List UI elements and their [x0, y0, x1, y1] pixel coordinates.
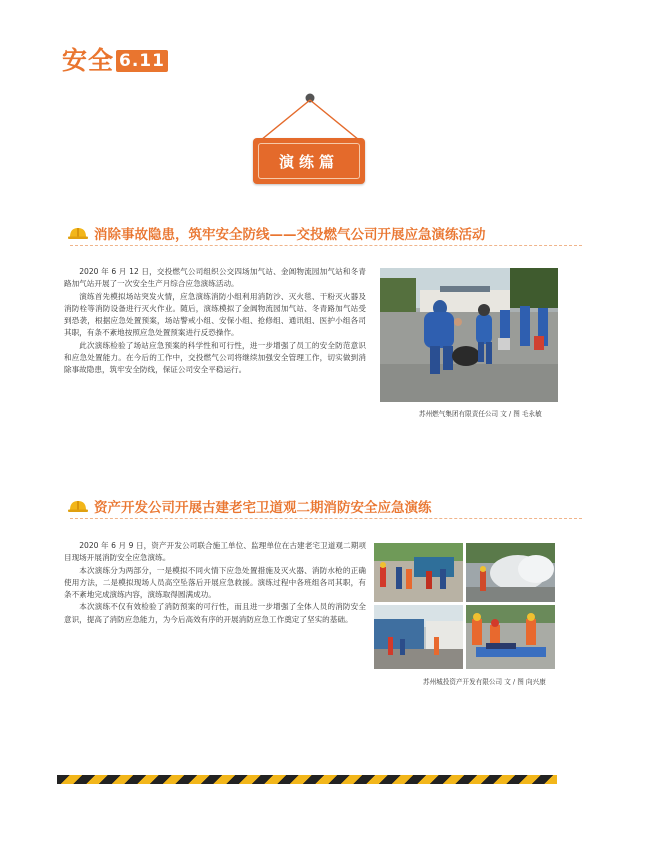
sign-label: 演练篇: [258, 143, 360, 179]
hazard-stripe: [57, 775, 557, 784]
paragraph: 此次演练检验了场站应急预案的科学性和可行性，进一步增强了员工的安全防范意识和应急处置能力。在今后的工作中，交投燃气公司将继续加强安全管理工作，切实做到消除事故隐患，筑牢安全防线，保证公司安全平稳运行。: [64, 340, 366, 375]
paragraph: 演练首先模拟场站突发火情，应急演练消防小组利用消防沙、灭火毯、干粉灭火器及消防栓等消防设备进行灭火作业。随后，演练模拟了金阊物流园加气站、冬青路加气站受到恐袭，根据应急处置预案，场站警戒小组、安保小组、抢修组、通讯组、医护小组各司其职，有条不紊地按照应急处置预案进行反恐操作。: [64, 291, 366, 338]
magazine-logo: [62, 44, 168, 78]
drill-photo-2b: [466, 543, 555, 602]
hard-hat-icon: [68, 226, 88, 240]
site-crowd-photo: [374, 605, 463, 669]
sign-strings: [250, 92, 370, 142]
paragraph: 2020 年 6 月 12 日，交投燃气公司组织公交四场加气站、金阊物流园加气站和冬青路加气站开展了一次安全生产月综合应急演练活动。: [64, 267, 366, 289]
logo-text: 安全: [62, 46, 115, 75]
section2-title: 资产开发公司开展古建老宅卫道观二期消防安全应急演练: [94, 500, 432, 516]
section2-heading: [68, 495, 432, 517]
drill-photo-2a: [374, 543, 463, 602]
drill-photo-2c: [374, 605, 463, 669]
extinguisher-training-photo: [374, 543, 463, 602]
section1-divider: [70, 245, 582, 246]
section1-caption: 苏州燃气集团有限责任公司 文 / 图 毛永敏: [419, 410, 542, 418]
section2-caption: 苏州城投资产开发有限公司 文 / 图 向兴康: [423, 678, 546, 686]
paragraph: 2020 年 6 月 9 日，资产开发公司联合施工单位、监理单位在古建老宅卫道观二期项目现场开展消防安全应急演练。: [64, 541, 366, 563]
section1-body: [64, 266, 366, 377]
fire-drill-photo: [380, 268, 558, 402]
section1-title: 消除事故隐患，筑牢安全防线——交投燃气公司开展应急演练活动: [94, 227, 486, 243]
section-sign: [253, 138, 365, 184]
paragraph: 本次演练分为两部分，一是模拟不同火情下应急处置措施及灭火器、消防水枪的正确使用方法，二是模拟现场人员高空坠落后开展应急救援。演练过程中各班组各司其职，有条不紊地完成演练内容，演练取得圆满成功。: [64, 565, 366, 600]
logo-badge: 6.11: [116, 50, 168, 72]
paragraph: 本次演练不仅有效检验了消防预案的可行性，而且进一步增强了全体人员的消防安全意识，提高了消防应急能力，为今后高效有序的开展消防应急工作奠定了坚实的基础。: [64, 602, 366, 624]
section1-heading: [68, 222, 486, 244]
section2-body: [64, 540, 366, 626]
section2-divider: [70, 518, 582, 519]
fire-extinguishing-photo: [466, 543, 555, 602]
drill-photo-1: [380, 268, 558, 402]
rescue-drill-photo: [466, 605, 555, 669]
hard-hat-icon: [68, 499, 88, 513]
drill-photo-2d: [466, 605, 555, 669]
